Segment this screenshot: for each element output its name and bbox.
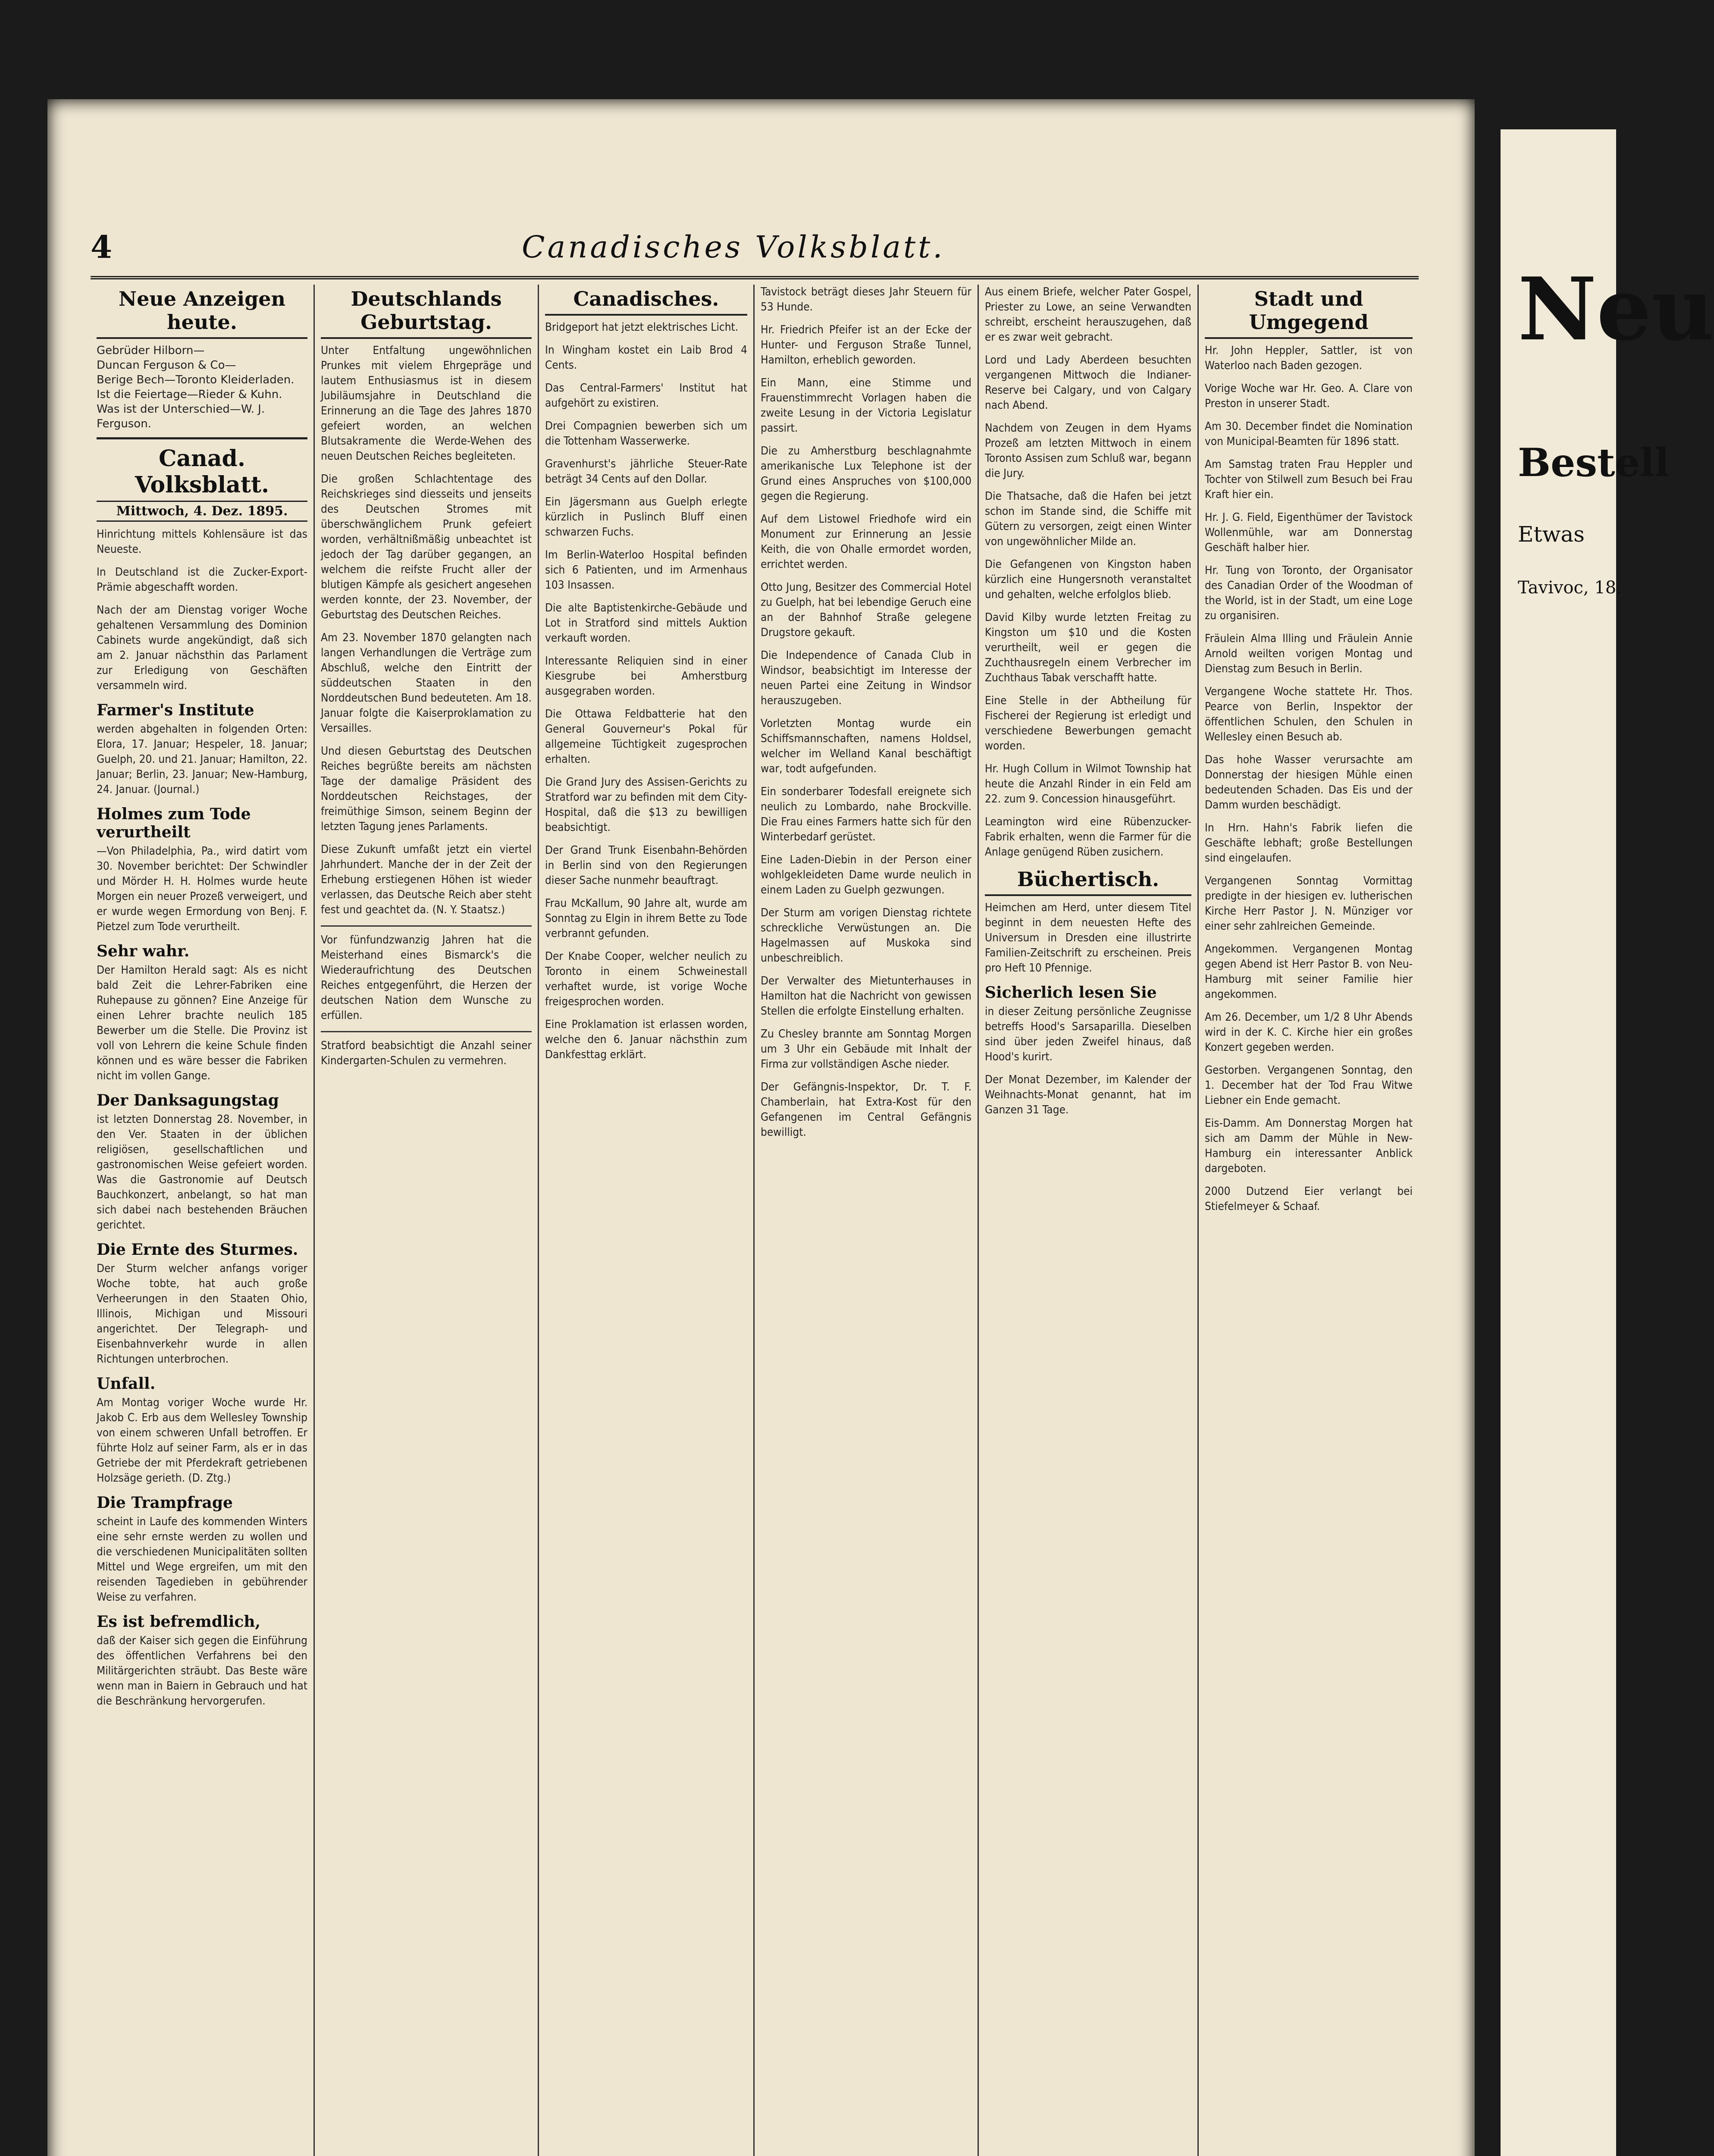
news-item: Der Grand Trunk Eisenbahn-Behörden in Berlin sind von den Regierungen dieser Sache nunmehr beauftragt.: [545, 844, 747, 887]
news-item: Gravenhurst's jährliche Steuer-Rate beträgt 34 Cents auf den Dollar.: [545, 458, 747, 486]
news-item: In Wingham kostet ein Laib Brod 4 Cents.: [545, 344, 747, 372]
news-item: Eine Stelle in der Abtheilung für Fischerei der Regierung ist erledigt und verschiedene Bewerbungen gemacht worden.: [985, 694, 1191, 752]
divider: [321, 1031, 532, 1032]
local-item: Am 26. December, um 1/2 8 Uhr Abends wird in der K. C. Kirche hier ein großes Konzert gegeben werden.: [1205, 1011, 1413, 1054]
news-item: Hr. Hugh Collum in Wilmot Township hat heute die Anzahl Rinder in ein Feld am 22. zum 9. Concession hinausgeführt.: [985, 762, 1191, 805]
news-item: Interessante Reliquien sind in einer Kiesgrube bei Amherstburg ausgegraben worden.: [545, 655, 747, 698]
local-item: Gestorben. Vergangenen Sonntag, den 1. December hat der Tod Frau Witwe Liebner ein Ende gemacht.: [1205, 1064, 1413, 1107]
news-item: Ein sonderbarer Todesfall ereignete sich neulich zu Lombardo, nahe Brockville. Die Frau eines Farmers hatte sich für den Winterbedarf gerüstet.: [761, 785, 971, 843]
article-title: Es ist befremdlich,: [97, 1613, 261, 1631]
local-item: Hr. Tung von Toronto, der Organisator des Canadian Order of the Woodman of the World, ist in der Stadt, um eine Loge zu organisiren.: [1205, 564, 1413, 622]
news-item: Der Verwalter des Mietunterhauses in Hamilton hat die Nachricht von gewissen Stellen die erfolgte Einstellung erhalten.: [761, 975, 971, 1018]
article-title: Holmes zum Tode verurtheilt: [97, 805, 251, 841]
news-item: Aus einem Briefe, welcher Pater Gospel, Priester zu Lowe, an seine Verwandten schreibt, erscheint herauszugehen, daß er es zwar weit gebracht.: [985, 285, 1191, 344]
local-item: Hr. John Heppler, Sattler, ist von Waterloo nach Baden gezogen.: [1205, 344, 1413, 372]
local-item: Angekommen. Vergangenen Montag gegen Abend ist Herr Pastor B. von Neu-Hamburg mit seiner Familie hier angekommen.: [1205, 943, 1413, 1001]
news-item: Die Grand Jury des Assisen-Gerichts zu Stratford war zu befinden mit dem City-Hospital, daß die $13 zu bewilligen beabsichtigt.: [545, 776, 747, 834]
news-item: Im Berlin-Waterloo Hospital befinden sich 6 Patienten, und im Armenhaus 103 Insassen.: [545, 548, 747, 592]
column-3: [539, 285, 755, 2156]
column-5: [979, 285, 1199, 2156]
local-item: Am Samstag traten Frau Heppler und Tochter von Stilwell zum Besuch bei Frau Kraft hier ein.: [1205, 458, 1413, 501]
next-page-edge: [1501, 129, 1714, 2156]
news-item: Leamington wird eine Rübenzucker-Fabrik erhalten, wenn die Farmer für die Anlage genügend Rüben zusichern.: [985, 815, 1191, 859]
article-paragraph: Hinrichtung mittels Kohlensäure ist das Neueste.: [97, 528, 307, 556]
local-item: Das hohe Wasser verursachte am Donnerstag der hiesigen Mühle einen bedeutenden Schaden. Das Eis und der Damm wurden beschädigt.: [1205, 753, 1413, 812]
article-paragraph: Der Sturm welcher anfangs voriger Woche tobte, hat auch große Verheerungen in den Staaten Ohio, Illinois, Michigan und Missouri angerichtet. Der Telegraph- und Eisenbahnverkehr wurde in allen Richtungen unterbrochen.: [97, 1262, 307, 1366]
news-item: Nachdem von Zeugen in dem Hyams Prozeß am letzten Mittwoch in einem Toronto Assisen zum Schluß war, begann die Jury.: [985, 422, 1191, 480]
local-item: Eis-Damm. Am Donnerstag Morgen hat sich am Damm der Mühle in New-Hamburg ein interessanter Anblick dargeboten.: [1205, 1117, 1413, 1175]
local-item: Vergangenen Sonntag Vormittag predigte in der hiesigen ev. lutherischen Kirche Herr Pastor J. N. Münziger vor einer sehr zahlreichen Gemeinde.: [1205, 874, 1413, 933]
article-paragraph: In Deutschland ist die Zucker-Export-Prämie abgeschafft worden.: [97, 566, 307, 594]
news-item: Eine Laden-Diebin in der Person einer wohlgekleideten Dame wurde neulich in einem Laden zu Guelph gezwungen.: [761, 853, 971, 896]
news-item: in dieser Zeitung persönliche Zeugnisse betreffs Hood's Sarsaparilla. Dieselben sind über jeden Zweifel hinaus, daß Hood's kurirt.: [985, 1005, 1191, 1063]
column-1-heading: Neue Anzeigen heute.: [97, 287, 307, 339]
next-page-dateline: Tavivoc, 18.: [1518, 578, 1622, 598]
article-title: Farmer's Institute: [97, 701, 254, 719]
local-item: 2000 Dutzend Eier verlangt bei Stiefelmeyer & Schaaf.: [1205, 1185, 1413, 1213]
news-item: Das Central-Farmers' Institut hat aufgehört zu existiren.: [545, 382, 747, 410]
article-paragraph: Vor fünfundzwanzig Jahren hat die Meisterhand eines Bismarck's die Wiederaufrichtung des Deutschen Reiches entgegenführt, die Herzen der deutschen Nation dem Wunsche zu erfüllen.: [321, 934, 532, 1022]
page-number: 4: [91, 229, 113, 265]
local-item: Vorige Woche war Hr. Geo. A. Clare von Preston in unserer Stadt.: [1205, 382, 1413, 410]
masthead-title: Canadisches Volksblatt.: [522, 229, 945, 265]
news-item: Die Independence of Canada Club in Windsor, beabsichtigt im Interesse der neuen Partei eine Zeitung in Windsor herauszugeben.: [761, 649, 971, 707]
ad-item: Berige Bech—Toronto Kleiderladen.: [97, 373, 295, 386]
article-paragraph: Die großen Schlachtentage des Reichskrieges sind diesseits und jenseits des Deutschen Stromes mit überschwänglichem Prunk gefeiert worden, verhältnißmäßig unbeachtet ist jedoch der Tag darüber gegangen, an welchem die reifste Frucht aller der blutigen Kämpfe als gesichert angesehen werden konnte, der 23. November, der Geburtstag des Deutschen Reiches.: [321, 473, 532, 621]
page-header: [91, 224, 1419, 279]
article-title: Die Ernte des Sturmes.: [97, 1241, 298, 1259]
book-table-heading: Büchertisch.: [985, 868, 1191, 896]
article-title: Der Danksagungstag: [97, 1091, 279, 1109]
ad-item: Gebrüder Hilborn—: [97, 344, 205, 357]
article-paragraph: Der Hamilton Herald sagt: Als es nicht bald Zeit die Lehrer-Fabriken eine Ruhepause zu gönnen? Eine Anzeige für einen Lehrer brachte neulich 185 Bewerber um die Stelle. Die Provinz ist voll von Lehrern die keine Schule finden können und es wäre besser die Fabriken nicht im vollen Gange.: [97, 964, 307, 1082]
article-paragraph: Am Montag voriger Woche wurde Hr. Jakob C. Erb aus dem Wellesley Township von einem schweren Unfall betroffen. Er führte Holz auf seiner Farm, als er in das Getriebe der mit Pferdekraft getriebenen Holzsäge gerieth. (D. Ztg.): [97, 1396, 307, 1485]
article-title: Sehr wahr.: [97, 942, 190, 960]
paper-brand: Canad. Volksblatt.: [135, 445, 269, 498]
news-item: Hr. Friedrich Pfeifer ist an der Ecke der Hunter- und Ferguson Straße Tunnel, Hamilton, erheblich geworden.: [761, 323, 971, 367]
news-item: Bridgeport hat jetzt elektrisches Licht.: [545, 321, 739, 334]
news-item: Der Monat Dezember, im Kalender der Weihnachts-Monat genannt, hat im Ganzen 31 Tage.: [985, 1073, 1191, 1116]
column-6-heading: Stadt und Umgegend: [1205, 287, 1413, 339]
local-item: Hr. J. G. Field, Eigenthümer der Tavistock Wollenmühle, war am Donnerstag Geschäft halber hier.: [1205, 511, 1413, 554]
news-item: Ein Jägersmann aus Guelph erlegte kürzlich in Puslinch Bluff einen schwarzen Fuchs.: [545, 495, 747, 539]
news-item: Eine Proklamation ist erlassen worden, welche den 6. Januar nächsthin zum Dankfesttag erklärt.: [545, 1018, 747, 1061]
article-paragraph: —Von Philadelphia, Pa., wird datirt vom 30. November berichtet: Der Schwindler und Mörder H. H. Holmes wurde heute Morgen ein neuer Prozeß verweigert, und er wurde wegen Ermordung von Benj. F. Pietzel zum Tode verurtheilt.: [97, 845, 307, 933]
article-paragraph: Diese Zukunft umfaßt jetzt ein viertel Jahrhundert. Manche der in der Zeit der Erhebung erstiegenen Höhen ist wieder verlassen, das Deutsche Reich aber steht fest und geachtet da. (N. Y. Staatsz.): [321, 843, 532, 916]
news-item: Der Sturm am vorigen Dienstag richtete schreckliche Verwüstungen an. Die Hagelmassen auf Muskoka sind unbeschreiblich.: [761, 906, 971, 965]
article-title: Die Trampfrage: [97, 1494, 233, 1512]
column-1: [91, 285, 315, 2156]
column-2-heading: Deutschlands Geburtstag.: [321, 287, 532, 339]
news-item: Zu Chesley brannte am Sonntag Morgen um 3 Uhr ein Gebäude mit Inhalt der Firma zur vollständigen Asche nieder.: [761, 1028, 971, 1071]
next-page-subhead: Bestell: [1518, 440, 1670, 486]
article-paragraph: scheint in Laufe des kommenden Winters eine sehr ernste werden zu wollen und die verschiedenen Municipalitäten sollten Mittel und Wege ergreifen, um mit den reisenden Tagedieben in gebührender Weise zu verfahren.: [97, 1515, 307, 1604]
news-item: Die Ottawa Feldbatterie hat den General Gouverneur's Pokal für allgemeine Tüchtigkeit zugesprochen erhalten.: [545, 708, 747, 766]
local-item: Am 30. December findet die Nomination von Municipal-Beamten für 1896 statt.: [1205, 420, 1413, 448]
news-item: Frau McKallum, 90 Jahre alt, wurde am Sonntag zu Elgin in ihrem Bette zu Tode verbrannt gefunden.: [545, 897, 747, 940]
ad-item: Ist die Feiertage—Rieder & Kuhn.: [97, 388, 282, 401]
article-paragraph: ist letzten Donnerstag 28. November, in den Ver. Staaten in der üblichen religiösen, gesellschaftlichen und gastronomischen Weise gefeiert worden. Was die Gastronomie auf Deutsch Bauchkonzert, anbelangt, so hat man sich dabei nach bestehenden Bräuchen gerichtet.: [97, 1113, 307, 1232]
next-page-headline: Neu: [1518, 259, 1714, 360]
news-item: Die Gefangenen von Kingston haben kürzlich eine Hungersnoth veranstaltet und gehalten, welche erfolglos blieb.: [985, 558, 1191, 601]
news-item: Die alte Baptistenkirche-Gebäude und Lot in Stratford sind mittels Auktion verkauft worden.: [545, 602, 747, 645]
ad-item: Duncan Ferguson & Co—: [97, 359, 236, 372]
column-6: [1199, 285, 1419, 2156]
news-item: Heimchen am Herd, unter diesem Titel beginnt in dem neuesten Hefte des Universum in Dresden eine illustrirte Familien-Zeitschrift zu erscheinen. Preis pro Heft 10 Pfennige.: [985, 901, 1191, 975]
news-item: Lord und Lady Aberdeen besuchten vergangenen Mittwoch die Indianer-Reserve bei Calgary, und von Calgary nach Abend.: [985, 354, 1191, 412]
news-item: Tavistock beträgt dieses Jahr Steuern für 53 Hunde.: [761, 285, 971, 313]
news-item: Der Gefängnis-Inspektor, Dr. T. F. Chamberlain, hat Extra-Kost für den Gefangenen im Central Gefängnis bewilligt.: [761, 1081, 971, 1139]
news-item: Otto Jung, Besitzer des Commercial Hotel zu Guelph, hat bei lebendige Geruch eine an der Bahnhof Straße gelegene Drugstore gekauft.: [761, 581, 971, 639]
article-paragraph: Und diesen Geburtstag des Deutschen Reiches begrüßte bereits am nächsten Tage der damalige Präsident des Norddeutschen Reichstages, der freimüthige Simson, seinem Beginn der letzten Tagung jenes Parlaments.: [321, 745, 532, 833]
article-paragraph: Nach der am Dienstag voriger Woche gehaltenen Versammlung des Dominion Cabinets wurde angekündigt, daß sich am 2. Januar nächsthin das Parlament zur Erledigung von Geschäften versammeln wird.: [97, 604, 307, 692]
news-item: David Kilby wurde letzten Freitag zu Kingston um $10 und die Kosten verurtheilt, weil er gegen die Zuchthausregeln einem Verbrecher im Zuchthaus Tabak verschafft hatte.: [985, 611, 1191, 684]
article-title: Sicherlich lesen Sie: [985, 984, 1157, 1002]
columns: [91, 285, 1419, 2156]
news-item: Vorletzten Montag wurde ein Schiffsmannschaften, namens Holdsel, welcher im Welland Kanal beschäftigt war, todt aufgefunden.: [761, 717, 971, 775]
news-item: Die Thatsache, daß die Hafen bei jetzt schon im Stande sind, die Schiffe mit Gütern zu versorgen, zeigt einen Winter von ungewöhnlicher Milde an.: [985, 490, 1191, 548]
local-item: Fräulein Alma Illing und Fräulein Annie Arnold weilten vorigen Montag und Dienstag zum Besuch in Berlin.: [1205, 632, 1413, 675]
local-item: In Hrn. Hahn's Fabrik liefen die Geschäfte lebhaft; große Bestellungen sind eingelaufen.: [1205, 821, 1413, 865]
dateline: Mittwoch, 4. Dez. 1895.: [97, 501, 307, 522]
column-3-heading: Canadisches.: [545, 287, 747, 316]
article-title: Unfall.: [97, 1375, 156, 1393]
local-item: Vergangene Woche stattete Hr. Thos. Pearce von Berlin, Inspektor der öffentlichen Schulen, den Schulen in Wellesley einen Besuch ab.: [1205, 685, 1413, 743]
news-item: Die zu Amherstburg beschlagnahmte amerikanische Lux Telephone ist der Grund eines Anspruches von $100,000 gegen die Regierung.: [761, 445, 971, 503]
column-2: [315, 285, 539, 2156]
article-paragraph: Am 23. November 1870 gelangten nach langen Verhandlungen die Verträge zum Abschluß, welche den Eintritt der süddeutschen Staaten in den Norddeutschen Bund bedeuteten. Am 18. Januar folgte die Kaiserproklamation zu Versailles.: [321, 631, 532, 735]
news-item: Der Knabe Cooper, welcher neulich zu Toronto in einem Schweinestall verhaftet wurde, ist vorige Woche freigesprochen worden.: [545, 950, 747, 1008]
divider: [321, 925, 532, 927]
article-paragraph: Stratford beabsichtigt die Anzahl seiner Kindergarten-Schulen zu vermehren.: [321, 1039, 532, 1067]
article-paragraph: werden abgehalten in folgenden Orten: Elora, 17. Januar; Hespeler, 18. Januar; Guelph, 20. und 21. Januar; Hamilton, 22. Januar; Berlin, 23. Januar; New-Hamburg, 24. Januar. (Journal.): [97, 723, 307, 796]
ad-item: Was ist der Unterschied—W. J. Ferguson.: [97, 403, 265, 430]
next-page-text: Etwas: [1518, 522, 1585, 547]
new-ads-list: [97, 343, 307, 439]
news-item: Ein Mann, eine Stimme und Frauenstimmrecht Vorlagen haben die zweite Lesung in der Victoria Legislatur passirt.: [761, 376, 971, 435]
column-4: [755, 285, 979, 2156]
article-paragraph: daß der Kaiser sich gegen die Einführung des öffentlichen Verfahrens bei den Militärgerichten sträubt. Das Beste wäre wenn man in Baiern in Gebrauch und hat die Beschränkung hervorgerufen.: [97, 1634, 307, 1708]
article-paragraph: Unter Entfaltung ungewöhnlichen Prunkes mit vielem Ehrgepräge und lautem Enthusiasmus ist in diesem Jubiläumsjahre in Deutschland die Erinnerung an die Tage des Jahres 1870 gefeiert worden, an welchen Blutsakramente die Werde-Wehen des neuen Deutschen Reiches begleiteten.: [321, 344, 532, 463]
news-item: Auf dem Listowel Friedhofe wird ein Monument zur Erinnerung an Jessie Keith, die von Ohalle ermordet worden, errichtet werden.: [761, 513, 971, 571]
news-item: Drei Compagnien bewerben sich um die Tottenham Wasserwerke.: [545, 420, 747, 448]
